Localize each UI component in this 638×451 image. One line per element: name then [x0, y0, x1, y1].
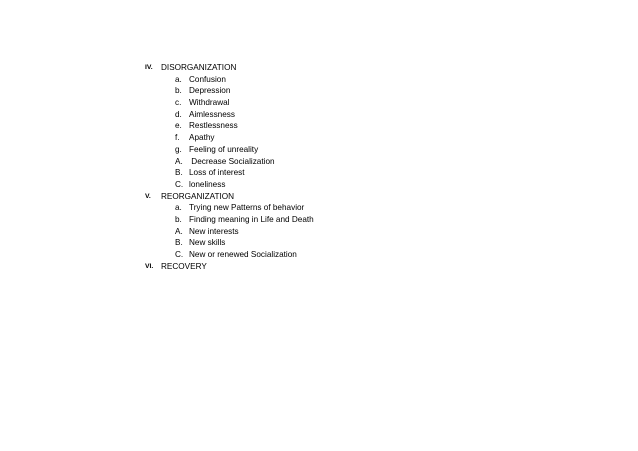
list-item-marker: d.	[175, 109, 182, 119]
list-item	[0, 167, 638, 179]
list-item	[0, 226, 638, 238]
list-item-text: loneliness	[189, 179, 226, 189]
list-item-text: Aimlessness	[189, 109, 235, 119]
list-item-marker: b.	[175, 86, 182, 96]
list-item	[0, 85, 638, 97]
list-item-text: New or renewed Socialization	[189, 250, 297, 259]
list-item-marker: A.	[175, 156, 183, 166]
list-item-marker: g.	[175, 144, 182, 154]
list-item	[0, 120, 638, 132]
list-item-marker: f.	[175, 133, 180, 143]
list-item-marker: A.	[175, 226, 183, 236]
list-item-marker: a.	[175, 74, 182, 84]
list-item-marker: c.	[175, 98, 182, 108]
list-item-text: Finding meaning in Life and Death	[189, 214, 314, 224]
list-item-marker: C.	[175, 250, 184, 259]
list-item-text: Apathy	[189, 133, 215, 143]
list-item-marker: B.	[175, 168, 183, 178]
section-heading	[0, 62, 638, 74]
list-item	[0, 156, 638, 168]
list-item	[0, 179, 638, 191]
list-item	[0, 237, 638, 249]
section-heading	[0, 261, 638, 273]
list-item-text: Withdrawal	[189, 98, 230, 108]
list-item-marker: B.	[175, 238, 183, 248]
list-item	[0, 144, 638, 156]
list-item-text: Decrease Socialization	[189, 156, 275, 166]
list-item-text: Restlessness	[189, 121, 238, 131]
list-item	[0, 249, 638, 261]
section-title: RECOVERY	[161, 261, 207, 271]
list-item-text: Depression	[189, 86, 231, 96]
section-number: IV.	[145, 64, 153, 71]
list-item-text: Confusion	[189, 74, 226, 84]
list-item	[0, 97, 638, 109]
list-item-text: Trying new Patterns of behavior	[189, 203, 305, 213]
list-item	[0, 202, 638, 214]
list-item	[0, 132, 638, 144]
section-number: V.	[145, 192, 151, 200]
list-item-marker: C.	[175, 179, 184, 189]
document-page	[0, 62, 638, 272]
list-item-text: New skills	[189, 238, 226, 248]
list-item	[0, 214, 638, 226]
section-title: DISORGANIZATION	[161, 63, 237, 72]
list-item	[0, 109, 638, 121]
list-item-marker: e.	[175, 121, 182, 131]
section-title: REORGANIZATION	[161, 191, 235, 201]
list-item-marker: a.	[175, 203, 182, 213]
list-item-text: Loss of interest	[189, 168, 245, 178]
list-item	[0, 74, 638, 86]
section-heading	[0, 191, 638, 203]
list-item-text: Feeling of unreality	[189, 144, 259, 154]
list-item-marker: b.	[175, 214, 182, 224]
section-number: VI.	[145, 262, 154, 270]
list-item-text: New interests	[189, 226, 239, 236]
